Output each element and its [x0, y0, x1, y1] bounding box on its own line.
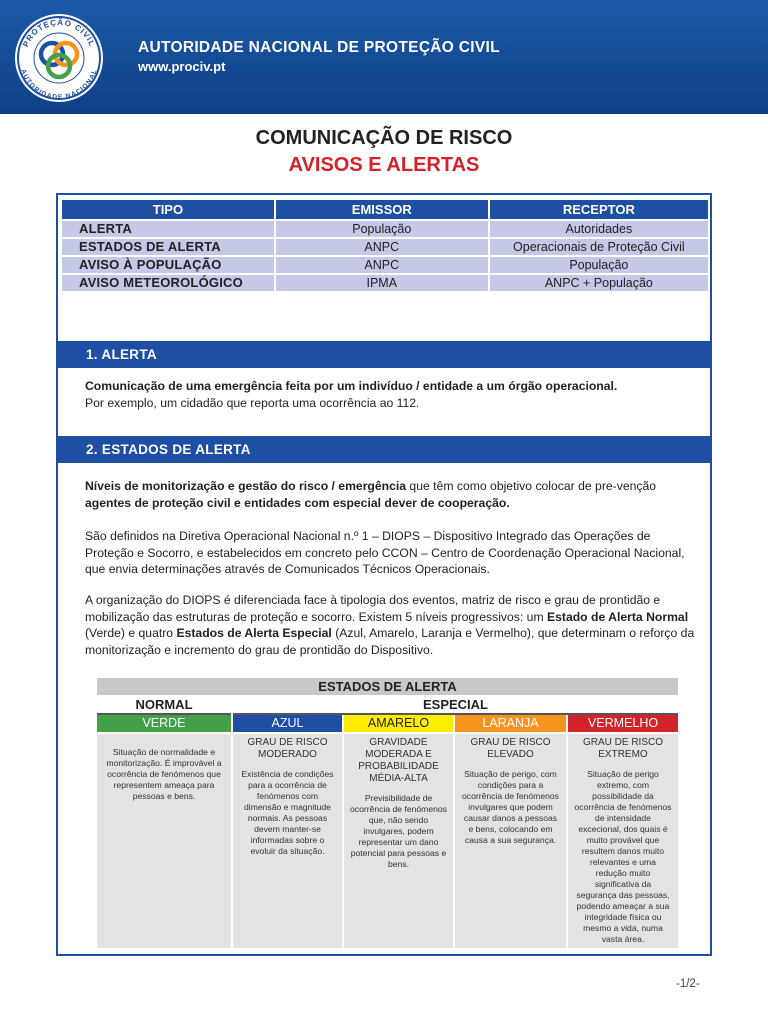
vermelho-head: GRAU DE RISCO EXTREMO	[582, 737, 663, 760]
estados-p1-text-1: que têm como objetivo colocar de pre-venção	[406, 479, 657, 493]
level-verde: VERDE	[97, 715, 231, 732]
cell-emissor: ANPC	[276, 257, 488, 273]
cell-tipo: AVISO METEOROLÓGICO	[62, 275, 274, 291]
cell-emissor: IPMA	[276, 275, 488, 291]
page-subtitle: AVISOS E ALERTAS	[288, 154, 480, 176]
estados-p3-text-1: A organização do DIOPS é diferenciada face à tipologia dos eventos, matriz de risco e grau de prontidão e mobilização das estruturas de proteção e socorro. Existem 5 níveis progressivos: um	[85, 593, 661, 624]
table-row	[62, 221, 708, 237]
header-receptor: RECEPTOR	[490, 200, 708, 219]
svg-text:AUTORIDADE NACIONAL: AUTORIDADE NACIONAL	[19, 68, 99, 102]
estados-normal-header: NORMAL	[97, 696, 231, 715]
level-laranja-description	[455, 734, 566, 948]
table-row	[62, 257, 708, 273]
header-tipo: TIPO	[62, 200, 274, 219]
svg-text:PROTEÇÃO CIVIL: PROTEÇÃO CIVIL	[21, 17, 97, 49]
page-number: -1/2-	[676, 978, 700, 990]
protecao-civil-logo-icon	[14, 13, 104, 103]
laranja-head: GRAU DE RISCO ELEVADO	[470, 737, 551, 760]
estados-p3-text-3: (Azul, Amarelo, Laranja e Vermelho), que determinam o reforço da monitorização e incremento do grau de prontidão do Dispositivo.	[85, 626, 695, 657]
laranja-desc: Situação de perigo, com condições para a ocorrência de fenómenos invulgares que podem causar danos a pessoas e bens, colocando em causa a sua segurança.	[462, 769, 559, 845]
amarelo-desc: Previsibilidade de ocorrência de fenómenos que, não sendo invulgares, podem representar um dano potencial para pessoas e bens.	[350, 793, 447, 869]
level-amarelo: AMARELO	[344, 715, 453, 732]
vermelho-desc: Situação de perigo extremo, com possibilidade da ocorrência de fenómenos de intensidade excecional, dos quais é muito provável que resultem danos muito relevantes e uma redução muito significativa da segurança das pessoas, podendo ameaçar a sua integridade física ou mesmo a vida, numa vasta área.	[574, 769, 672, 944]
section-estados-heading	[58, 436, 710, 463]
estados-p1-bold-2: agentes de proteção civil e entidades com especial dever de cooperação.	[85, 495, 510, 510]
alerta-definition: Comunicação de uma emergência feita por um indivíduo / entidade a um órgão operacional.	[85, 379, 618, 393]
level-azul-description	[233, 734, 342, 948]
estados-table-title: ESTADOS DE ALERTA	[97, 678, 678, 695]
cell-receptor: Autoridades	[490, 221, 708, 237]
cell-tipo: ALERTA	[62, 221, 274, 237]
estados-p3-bold-2: Estados de Alerta Especial	[176, 626, 332, 640]
level-verde-description	[97, 734, 231, 948]
section-alerta-text	[85, 378, 695, 411]
header-emissor: EMISSOR	[276, 200, 488, 219]
level-azul: AZUL	[233, 715, 342, 732]
org-name: AUTORIDADE NACIONAL DE PROTEÇÃO CIVIL	[138, 39, 500, 56]
types-table	[60, 198, 710, 293]
estados-paragraph-1	[85, 478, 695, 511]
table-header-row	[62, 200, 708, 219]
org-url-link[interactable]: www.prociv.pt	[138, 59, 226, 74]
estados-paragraph-3	[85, 592, 695, 658]
page-header	[0, 0, 768, 114]
table-row	[62, 239, 708, 255]
cell-receptor: População	[490, 257, 708, 273]
cell-receptor: ANPC + População	[490, 275, 708, 291]
level-vermelho-description	[568, 734, 678, 948]
alerta-example: Por exemplo, um cidadão que reporta uma ocorrência ao 112.	[85, 395, 420, 410]
estados-p3-text-2: (Verde) e quatro	[85, 626, 177, 640]
cell-tipo: AVISO À POPULAÇÃO	[62, 257, 274, 273]
level-laranja: LARANJA	[455, 715, 566, 732]
estados-especial-header: ESPECIAL	[233, 696, 678, 715]
estados-p3-bold-1: Estado de Alerta Normal	[546, 609, 689, 624]
table-row	[62, 275, 708, 291]
section-alerta-heading	[58, 341, 710, 368]
estados-paragraph-2: São definidos na Diretiva Operacional Nacional n.º 1 – DIOPS – Dispositivo Integrado das Operações de Proteção e Socorro, e estabelecidos em concreto pelo CCON – Centro de Coordenação Operacional Nacional, que envia determinações através de Comunicados Técnicos Operacionais.	[85, 529, 685, 576]
cell-emissor: ANPC	[276, 239, 488, 255]
section-alerta-title: 1. ALERTA	[86, 347, 157, 362]
section-estados-title: 2. ESTADOS DE ALERTA	[86, 442, 251, 457]
level-vermelho: VERMELHO	[568, 715, 678, 732]
estados-p1-bold-1: Níveis de monitorização e gestão do risco / emergência	[85, 479, 407, 493]
verde-desc: Situação de normalidade e monitorização. É improvável a ocorrência de fenómenos que representem ameaça para pessoas e bens.	[106, 747, 222, 801]
cell-emissor: População	[276, 221, 488, 237]
azul-desc: Existência de condições para a ocorrência de fenómenos com dimensão e magnitude normais. As pessoas devem manter-se informadas sobre o evoluir da situação.	[241, 769, 334, 856]
level-amarelo-description	[344, 734, 453, 948]
page-title: COMUNICAÇÃO DE RISCO	[255, 127, 513, 149]
cell-tipo: ESTADOS DE ALERTA	[62, 239, 274, 255]
amarelo-head: GRAVIDADE MODERADA E PROBABILIDADE MÉDIA-ALTA	[358, 737, 439, 784]
azul-head: GRAU DE RISCO MODERADO	[247, 737, 328, 760]
cell-receptor: Operacionais de Proteção Civil	[490, 239, 708, 255]
